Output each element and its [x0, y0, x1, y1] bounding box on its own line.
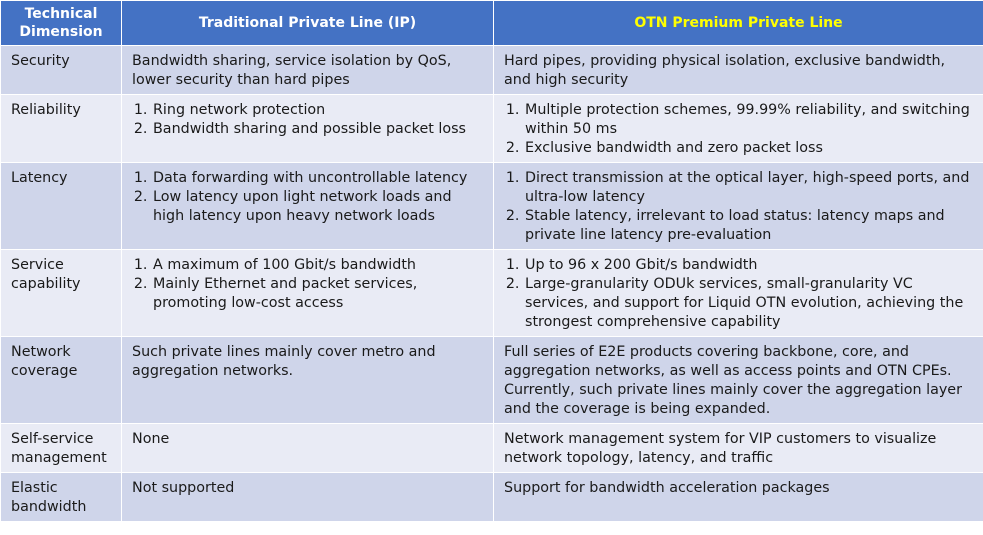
numbered-list: [504, 169, 975, 245]
list-item: 2. Bandwidth sharing and possible packet loss: [152, 120, 485, 139]
dimension-cell: Reliability: [1, 95, 122, 163]
traditional-cell: [122, 424, 494, 473]
cell-text: Hard pipes, providing physical isolation, exclusive bandwidth, and high security: [504, 53, 946, 88]
numbered-list: [504, 101, 975, 158]
otn-cell: [494, 95, 983, 163]
list-item: 2. Stable latency, irrelevant to load status: latency maps and private line latency pre-evaluation: [524, 207, 975, 245]
list-item: 1. Data forwarding with uncontrollable latency: [152, 169, 485, 188]
list-item: 1. Direct transmission at the optical layer, high-speed ports, and ultra-low latency: [524, 169, 975, 207]
traditional-cell: [122, 163, 494, 250]
otn-cell: [494, 337, 983, 424]
dimension-cell: Network coverage: [1, 337, 122, 424]
otn-cell: [494, 250, 983, 337]
traditional-cell: [122, 46, 494, 95]
table-row: [1, 163, 983, 250]
traditional-cell: [122, 95, 494, 163]
header-otn-premium-private-line: OTN Premium Private Line: [494, 1, 983, 46]
dimension-cell: Elastic bandwidth: [1, 473, 122, 522]
list-item: 2. Large-granularity ODUk services, small-granularity VC services, and support for Liquid OTN evolution, achieving the strongest comprehensive capability: [524, 275, 975, 332]
header-traditional-private-line: Traditional Private Line (IP): [122, 1, 494, 46]
table-row: [1, 337, 983, 424]
dimension-cell: Security: [1, 46, 122, 95]
table-row: [1, 95, 983, 163]
cell-text: None: [132, 431, 170, 447]
otn-cell: [494, 424, 983, 473]
traditional-cell: [122, 473, 494, 522]
otn-cell: [494, 46, 983, 95]
list-item: 2. Low latency upon light network loads and high latency upon heavy network loads: [152, 188, 485, 226]
cell-text: Bandwidth sharing, service isolation by QoS, lower security than hard pipes: [132, 53, 452, 88]
table-row: [1, 473, 983, 522]
dimension-cell: Latency: [1, 163, 122, 250]
table-row: [1, 424, 983, 473]
list-item: 2. Exclusive bandwidth and zero packet loss: [524, 139, 975, 158]
numbered-list: [132, 256, 485, 313]
cell-text: Network management system for VIP customers to visualize network topology, latency, and traffic: [504, 431, 937, 466]
otn-cell: [494, 163, 983, 250]
cell-text: Support for bandwidth acceleration packages: [504, 480, 830, 496]
otn-cell: [494, 473, 983, 522]
list-item: 1. A maximum of 100 Gbit/s bandwidth: [152, 256, 485, 275]
list-item: 1. Multiple protection schemes, 99.99% reliability, and switching within 50 ms: [524, 101, 975, 139]
cell-text: Not supported: [132, 480, 235, 496]
traditional-cell: [122, 337, 494, 424]
list-item: 1. Up to 96 x 200 Gbit/s bandwidth: [524, 256, 975, 275]
list-item: 1. Ring network protection: [152, 101, 485, 120]
dimension-cell: Service capability: [1, 250, 122, 337]
header-row: [1, 1, 983, 46]
numbered-list: [132, 101, 485, 139]
numbered-list: [132, 169, 485, 226]
cell-text: Such private lines mainly cover metro and aggregation networks.: [132, 344, 436, 379]
numbered-list: [504, 256, 975, 332]
table-row: [1, 46, 983, 95]
dimension-cell: Self-service management: [1, 424, 122, 473]
table-row: [1, 250, 983, 337]
cell-text: Full series of E2E products covering backbone, core, and aggregation networks, as well as access points and OTN CPEs. Currently, such private lines mainly cover the aggregation layer and the coverage is being expanded.: [504, 344, 962, 417]
traditional-cell: [122, 250, 494, 337]
list-item: 2. Mainly Ethernet and packet services, promoting low-cost access: [152, 275, 485, 313]
header-technical-dimension: Technical Dimension: [1, 1, 122, 46]
